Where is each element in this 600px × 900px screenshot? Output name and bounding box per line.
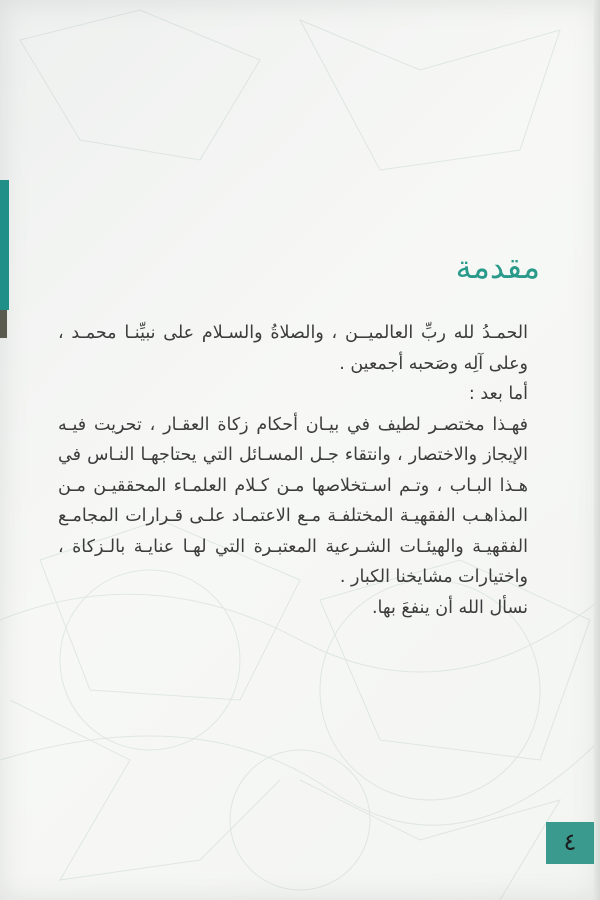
text-line: الفقهيـة والهيئـات الشـرعية المعتبـرة التي لهـا عنايـة بالـزكاة ، [58,536,528,557]
text-line: الإيجاز والاختصار ، وانتقاء جـل المسـائل التي يحتاجهـا النـاس في [58,445,528,465]
text-line: هـذا البـاب ، وتـم اسـتخلاصها مـن كـلام العلمـاء المحققيـن مـن [58,475,528,496]
text-line: الحمـدُ لله ربِّ العالميــن ، والصلاةُ والسـلام على نبيِّنـا محمـد ، [58,323,528,343]
text-line: أما بعد : [468,384,528,404]
left-edge-dark-strip [0,310,7,338]
text-line: واختيارات مشايخنا الكبار . [339,567,528,587]
page-number-badge: ٤ [546,822,594,864]
left-edge-teal-strip [0,180,9,310]
text-line: نسأل الله أن ينفعَ بها. [371,597,528,618]
introduction-text [58,318,528,623]
page-title: مقدمة [455,248,540,286]
text-line: المذاهـب الفقهيـة المختلفـة مـع الاعتمـاد علـى قـرارات المجامـع [58,506,528,526]
text-line: وعلى آلِه وصَحبه أجمعين . [339,353,528,374]
right-page-edge [594,0,600,900]
text-line: فهـذا مختصـر لطيف في بيـان أحكام زكاة العقـار ، تحريت فيـه [58,414,528,435]
